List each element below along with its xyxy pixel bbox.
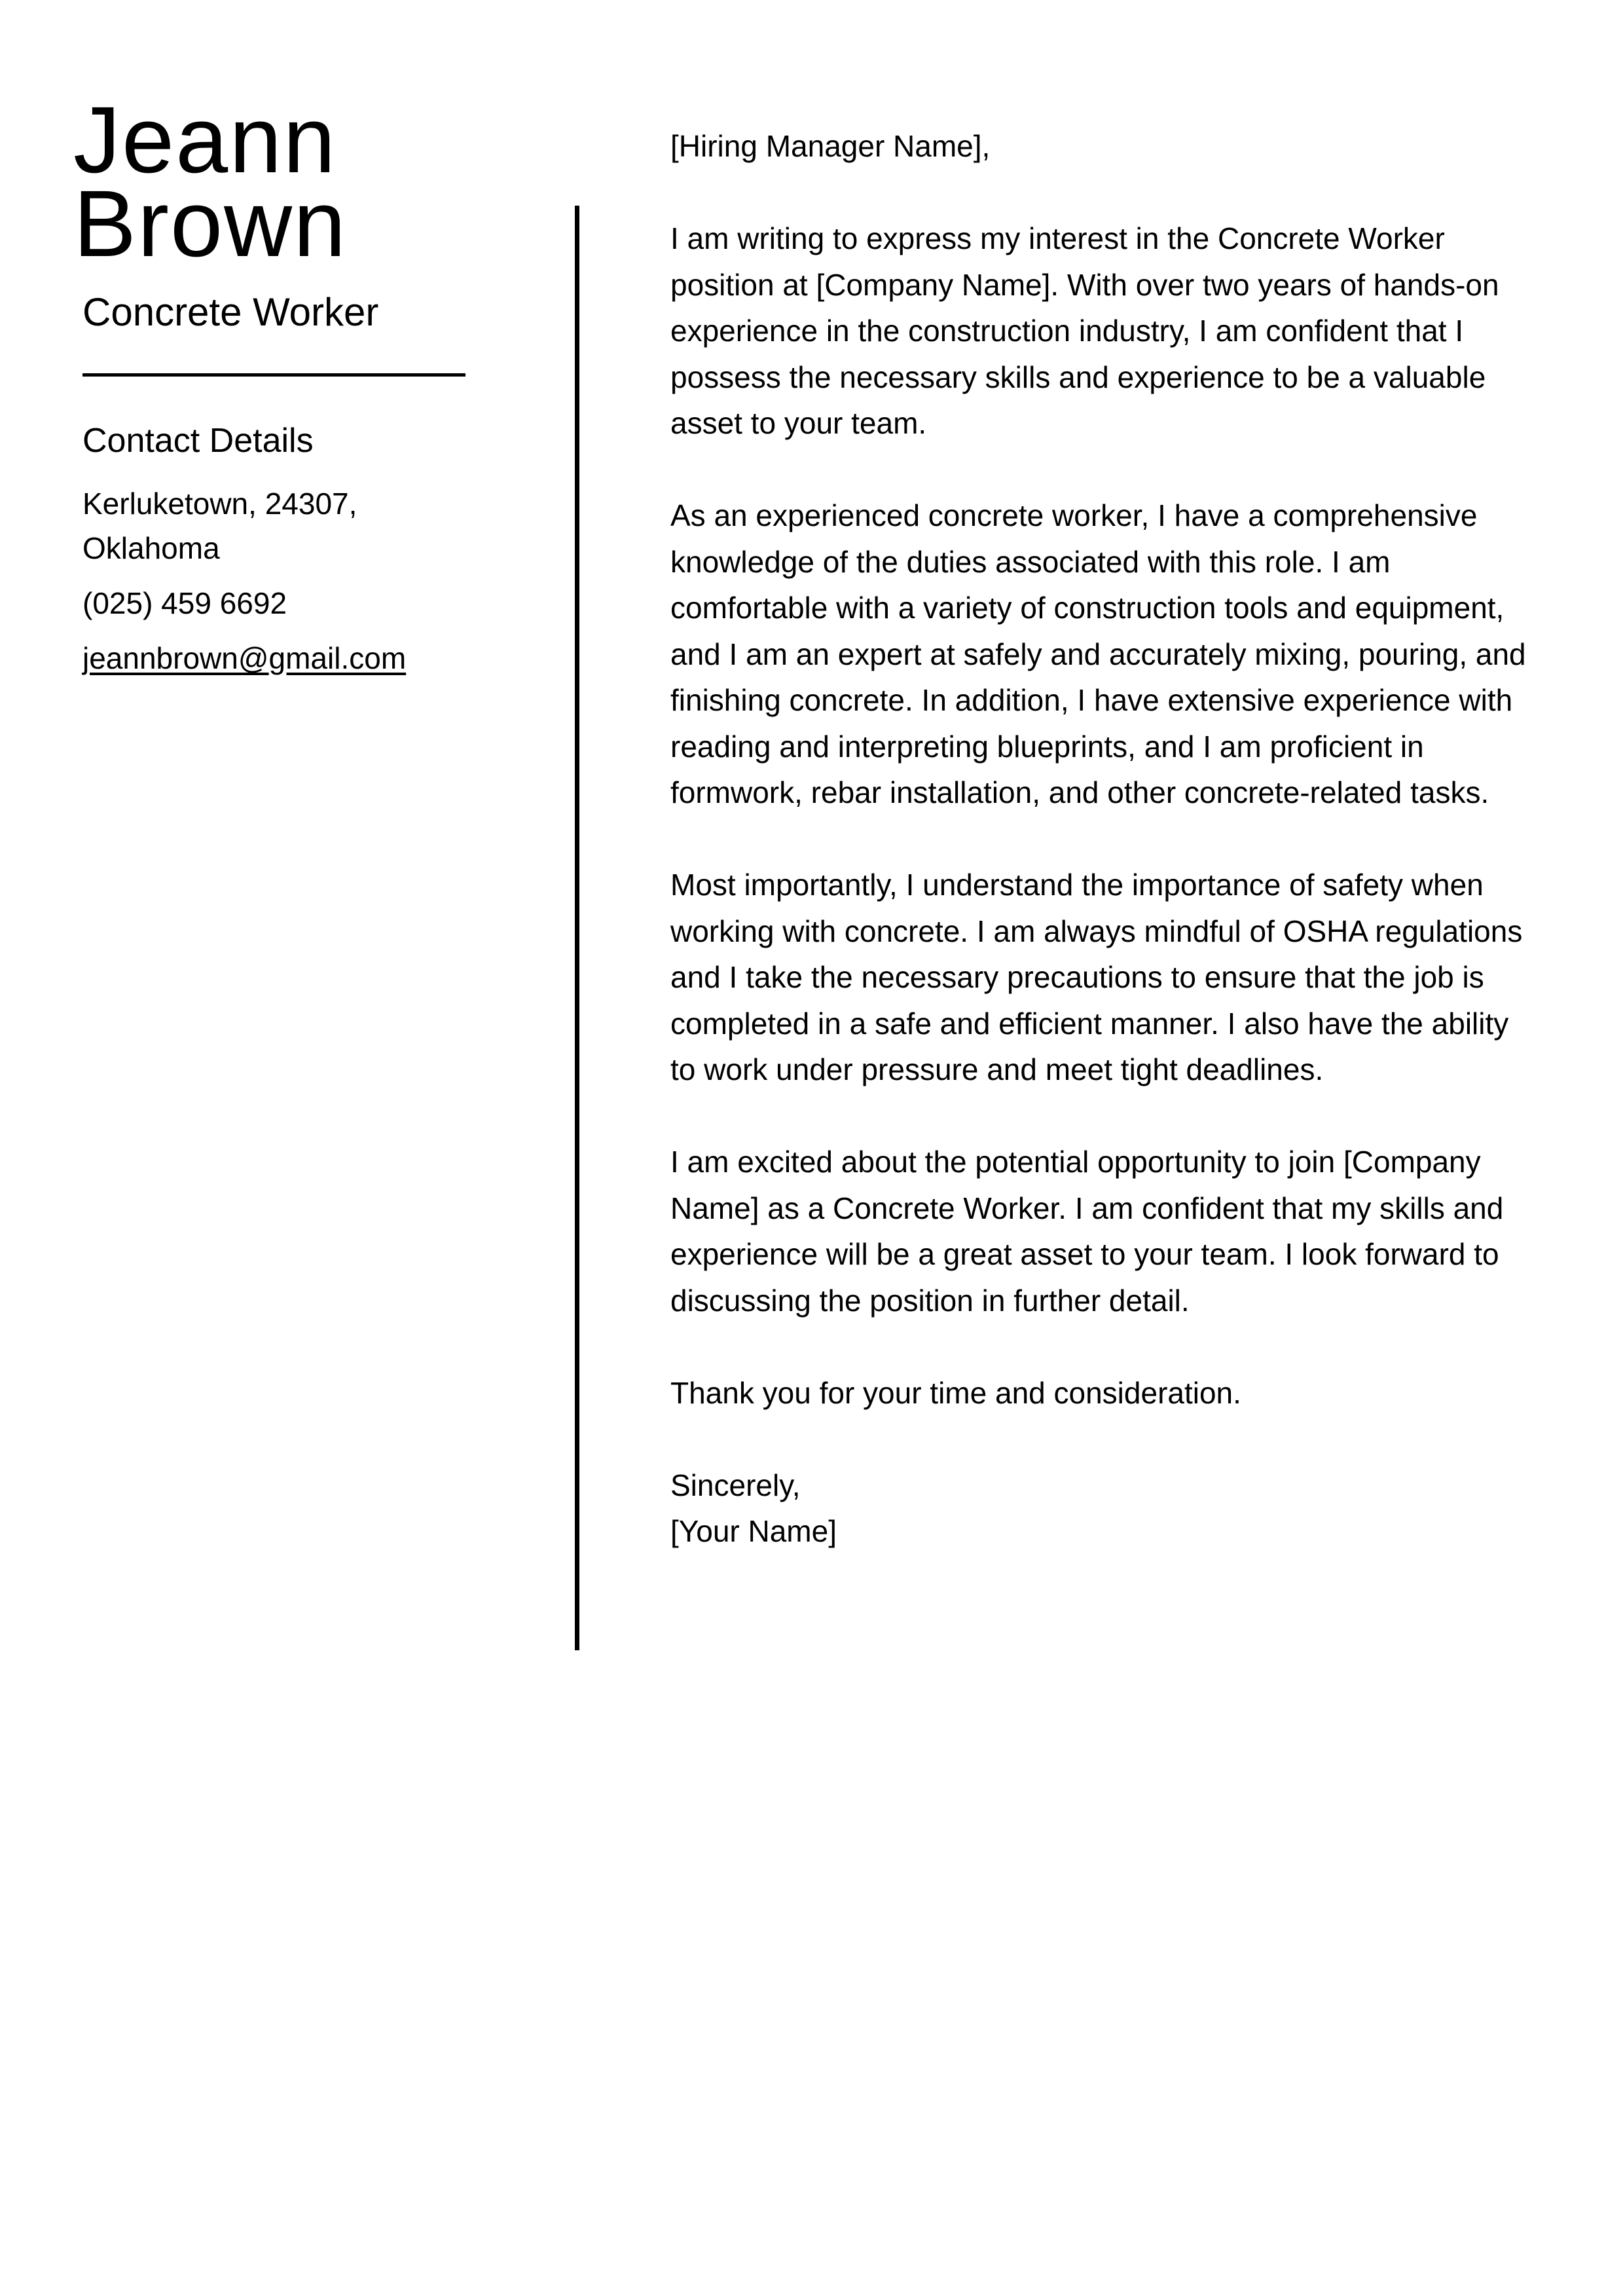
- letter-signature: [Your Name]: [670, 1514, 837, 1548]
- letter-paragraph-experience: As an experienced concrete worker, I have a comprehensive knowledge of the duties associated with this role. I am comfortable with a variety of construction tools and equipment, and I am an expert at safely and accurately mixing, pouring, and finishing concrete. In addition, I have extensive experience with reading and interpreting blueprints, and I am proficient in formwork, rebar installation, and other concrete-related tasks.: [670, 498, 1526, 809]
- letter-paragraph-intro: I am writing to express my interest in the Concrete Worker position at [Company Name]. With over two years of hands-on experience in the construction industry, I am confident that I possess the necessary skills and experience to be a valuable asset to your team.: [670, 221, 1499, 440]
- letter-paragraph-interest: I am excited about the potential opportunity to join [Company Name] as a Concrete Worker. I am confident that my skills and experience will be a great asset to your team. I look forward to discussing the position in further detail.: [670, 1145, 1504, 1318]
- contact-details-heading: Contact Details: [82, 422, 314, 460]
- candidate-name: [73, 87, 348, 276]
- last-name: Brown: [73, 171, 348, 276]
- first-name: Jeann: [73, 87, 337, 193]
- letter-paragraph-safety: Most importantly, I understand the importance of safety when working with concrete. I am always mindful of OSHA regulations and I take the necessary precautions to ensure that the job is completed in a safe and efficient manner. I also have the ability to work under pressure and meet tight deadlines.: [670, 868, 1523, 1086]
- cover-letter-body: [670, 123, 1541, 1555]
- contact-phone: (025) 459 6692: [82, 586, 287, 620]
- contact-email-link[interactable]: jeannbrown@gmail.com: [82, 641, 407, 675]
- vertical-divider: [575, 206, 579, 1650]
- letter-closing: Sincerely,: [670, 1468, 801, 1502]
- contact-address: Kerluketown, 24307, Oklahoma: [82, 487, 357, 565]
- letter-salutation: [Hiring Manager Name],: [670, 129, 991, 163]
- job-title: Concrete Worker: [82, 290, 379, 334]
- letter-paragraph-thanks: Thank you for your time and consideration.: [670, 1375, 1241, 1410]
- contact-details: [82, 481, 488, 680]
- title-underline-rule: [82, 373, 465, 377]
